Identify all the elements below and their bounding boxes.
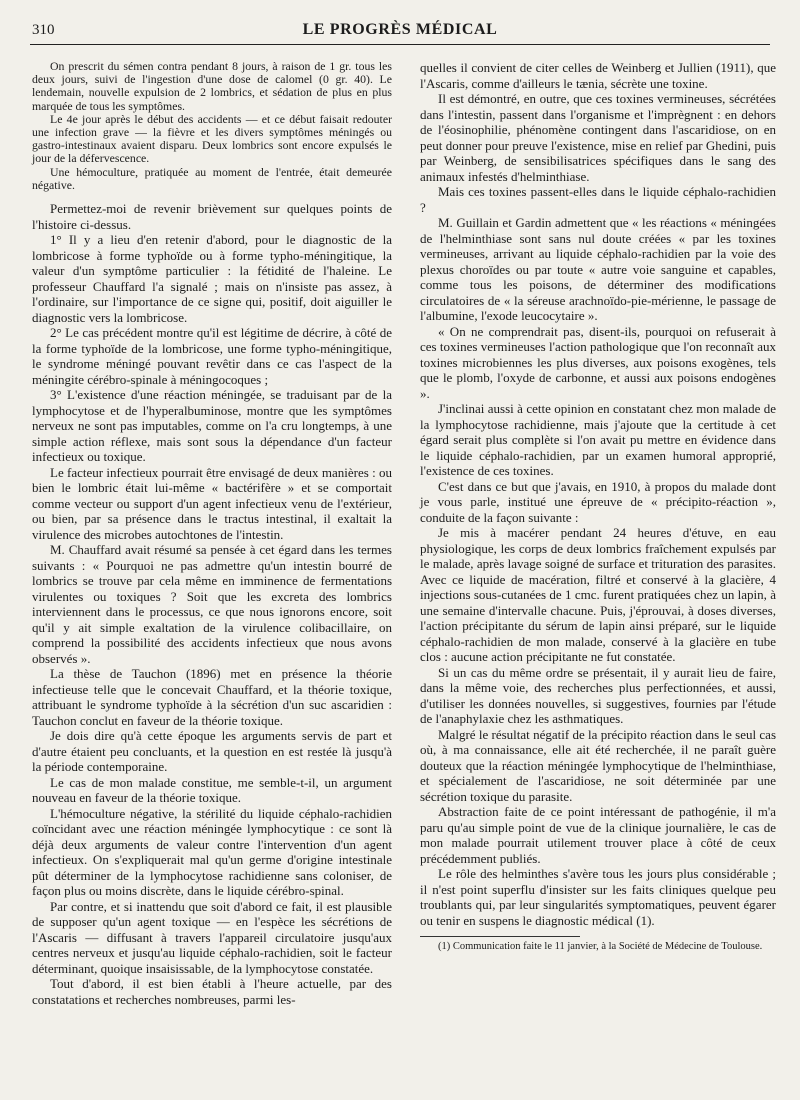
page-header (30, 20, 770, 45)
paragraph: Permettez-moi de revenir brièvement sur quelques points de l'histoire ci-dessus. (32, 201, 392, 232)
paragraph: Si un cas du même ordre se présentait, il y aurait lieu de faire, dans la même voie, des recherches plus perfectionnées, et aussi, d'utiliser les données nouvelles, si suggestives, fournies par l'étude de l'anaphylaxie chez les asthmatiques. (420, 664, 776, 726)
left-column (32, 60, 392, 1007)
paragraph: Mais ces toxines passent-elles dans le liquide céphalo-rachidien ? (420, 184, 776, 215)
footnote-rule (420, 936, 580, 937)
paragraph: Je mis à macérer pendant 24 heures d'étuve, en eau physiologique, les corps de deux lombrics fraîchement expulsés par le malade, après lavage soigné de surface et trituration des parasites. Avec ce liquide de macération, filtré et conservé à la glacière, 4 injections sous-cutanées de 1 cmc. furent pratiquées chez un lapin, à une semaine d'intervalle chacune. Puis, j'éprouvai, à doses diverses, l'action précipitante du sérum de lapin ainsi préparé, sur le liquide céphalo-rachidien de mon malade, conservé à la glacière en tube clos : aucune action précipitante ne fut constatée. (420, 525, 776, 664)
journal-title: LE PROGRÈS MÉDICAL (302, 21, 498, 38)
paragraph: Le facteur infectieux pourrait être envisagé de deux manières : ou bien le lombric était lui-même « bactérifère » et se comportait comme vecteur ou support d'un agent infectieux venu de l'extérieur, ou bien, par sa présence dans le tractus intestinal, il exaltait la virulence des microbes autochtones de l'intestin. (32, 464, 392, 542)
paragraph: M. Chauffard avait résumé sa pensée à cet égard dans les termes suivants : « Pourquoi ne pas admettre qu'un intestin bourré de lombrics se trouve par cela même en imminence de fermentations virulentes ou toxiques ? Soit que les excreta des lombrics interviennent dans le processus, ce que nous ignorons encore, soit qu'il y ait simple exaltation de la virulence colibacillaire, on comprend la possibilité des accidents infectieux que nous avons observés ». (32, 542, 392, 666)
paragraph: 1° Il y a lieu d'en retenir d'abord, pour le diagnostic de la lombricose à forme typhoïde ou à forme typho-méningitique, la valeur d'un symptôme particulier : la fétidité de l'haleine. Le professeur Chauffard l'a signalé ; mais on n'insiste pas assez, à l'ordinaire, sur l'importance de ce signe qui, positif, doit aiguiller le diagnostic vers la lombricose. (32, 232, 392, 325)
right-column (420, 60, 776, 953)
paragraph: Une hémoculture, pratiquée au moment de l'entrée, était demeurée négative. (32, 164, 392, 192)
paragraph: quelles il convient de citer celles de Weinberg et Jullien (1911), que l'Ascaris, comme d'ailleurs le tænia, sécrète une toxine. (420, 60, 776, 91)
paragraph: M. Guillain et Gardin admettent que « les réactions « méningées de l'helminthiase sont sans nul doute créées « par les toxines vermineuses, arrivant au liquide céphalo-rachidien par la voie des plexus choroïdes ou par toute « autre voie sanguine et capables, comme tous les poisons, de déterminer des modifications circulatoires de « la séreuse arachnoïdo-pie-mérienne, le passage de l'albumine, l'exode leucocytaire ». (420, 215, 776, 323)
paragraph: Par contre, et si inattendu que soit d'abord ce fait, il est plausible de supposer qu'un agent toxique — en l'espèce les sécrétions de l'Ascaris — diffusant à travers l'appareil circulatoire jusqu'aux centres nerveux et jusqu'au liquide céphalo-rachidien, soit le facteur déterminant, quoique insaisissable, de la lymphocytose constatée. (32, 898, 392, 976)
paragraph: On prescrit du sémen contra pendant 8 jours, à raison de 1 gr. tous les deux jours, suivi de l'ingestion d'une dose de calomel (0 gr. 40). Le lendemain, nouvelle expulsion de 2 lombrics, et sédation de plus en plus marquée de tous les symptômes. (32, 59, 392, 113)
paragraph: Malgré le résultat négatif de la précipito réaction dans le seul cas où, à ma connaissance, elle ait été recherchée, il ne paraît guère douteux que la réaction méningée lymphocytique de l'helminthiase, et spécialement de l'ascaridiose, ne soit déterminée par une sécrétion toxique du parasite. (420, 726, 776, 804)
page-number: 310 (32, 22, 55, 38)
paragraph: Le rôle des helminthes s'avère tous les jours plus considérable ; il n'est point superflu d'insister sur les faits cliniques quelque peu troublants qui, par leur singularités symptomatiques, peuvent égarer ou tenir en suspens le diagnostic médical (1). (420, 866, 776, 928)
paragraph: J'inclinai aussi à cette opinion en constatant chez mon malade de la lymphocytose rachidienne, mais j'ajoute que la certitude à cet égard serait plus complète si l'on avait pu mettre en évidence dans le liquide céphalo-rachidien, par un examen humoral approprié, l'existence de ces toxines. (420, 401, 776, 478)
paragraph: 3° L'existence d'une réaction méningée, se traduisant par de la lymphocytose et de l'hyperalbuminose, montre que les symptômes nerveux ne sont pas imputables, comme on l'a cru longtemps, à une simple action réflexe, mais sont sous la dépendance d'un facteur infectieux ou toxique. (32, 387, 392, 465)
paragraph: La thèse de Tauchon (1896) met en présence la théorie infectieuse telle que le concevait Chauffard, et la théorie toxique, attribuant le syndrome typhoïde à la sécrétion d'un suc ascaridien : Tauchon conclut en faveur de la théorie toxique. (32, 666, 392, 728)
paragraph: Je dois dire qu'à cette époque les arguments servis de part et d'autre étaient peu concluants, et la question en est restée là jusqu'à la période contemporaine. (32, 728, 392, 775)
paragraph: L'hémoculture négative, la stérilité du liquide céphalo-rachidien coïncidant avec une réaction méningée lymphocytique : ce sont là déjà deux arguments de valeur contre l'intervention d'un agent infectieux. On s'expliquerait mal qu'un germe d'origine intestinale pût déterminer de la lymphocytose rachidienne sans coloniser, de façon plus ou moins discrète, dans le liquide cérébro-spinal. (32, 805, 392, 899)
paragraph: 2° Le cas précédent montre qu'il est légitime de décrire, à côté de la forme typhoïde de la lombricose, une forme typho-méningitique, le syndrome méningé pouvant revêtir dans ce cas l'aspect de la méningite cérébro-spinale à méningocoques ; (32, 325, 392, 387)
paragraph: Abstraction faite de ce point intéressant de pathogénie, il m'a paru qu'au simple point de vue de la clinique journalière, le cas de mon malade pourrait utilement trouver place à côté de ceux précédemment publiés. (420, 804, 776, 866)
paragraph: Le 4e jour après le début des accidents — et ce début faisait redouter une infection grave — la fièvre et les divers symptômes méningés ou gastro-intestinaux avaient disparu. Deux lombrics sont encore expulsés le jour de la défervescence. (32, 111, 392, 166)
paragraph: Le cas de mon malade constitue, me semble-t-il, un argument nouveau en faveur de la théorie toxique. (32, 774, 392, 806)
paragraph: « On ne comprendrait pas, disent-ils, pourquoi on refuserait à ces toxines vermineuses l'action pathologique que l'on reconnaît aux toxines microbiennes les plus diverses, aux poisons exogènes, tels que le plomb, l'oxyde de carbonne, et aussi aux poisons endogènes ». (420, 323, 776, 401)
footnote: (1) Communication faite le 11 janvier, à la Société de Médecine de Toulouse. (438, 941, 763, 952)
paragraph: Tout d'abord, il est bien établi à l'heure actuelle, par des constatations et recherches nombreuses, parmi les- (32, 976, 392, 1007)
paragraph: C'est dans ce but que j'avais, en 1910, à propos du malade dont je vous parle, institué une épreuve de « précipito-réaction », conduite de la façon suivante : (420, 478, 776, 525)
paragraph: Il est démontré, en outre, que ces toxines vermineuses, sécrétées dans l'intestin, passent dans l'organisme et l'imprègnent : en dehors de l'éosinophilie, phénomène contingent dans l'ascaridiose, on en peut donner pour preuve l'existence, mise en relief par Ghedini, puis par Weinberg, de sensibilisatrices spécifiques dans le sang des animaux infestés d'helminthiase. (420, 91, 776, 184)
